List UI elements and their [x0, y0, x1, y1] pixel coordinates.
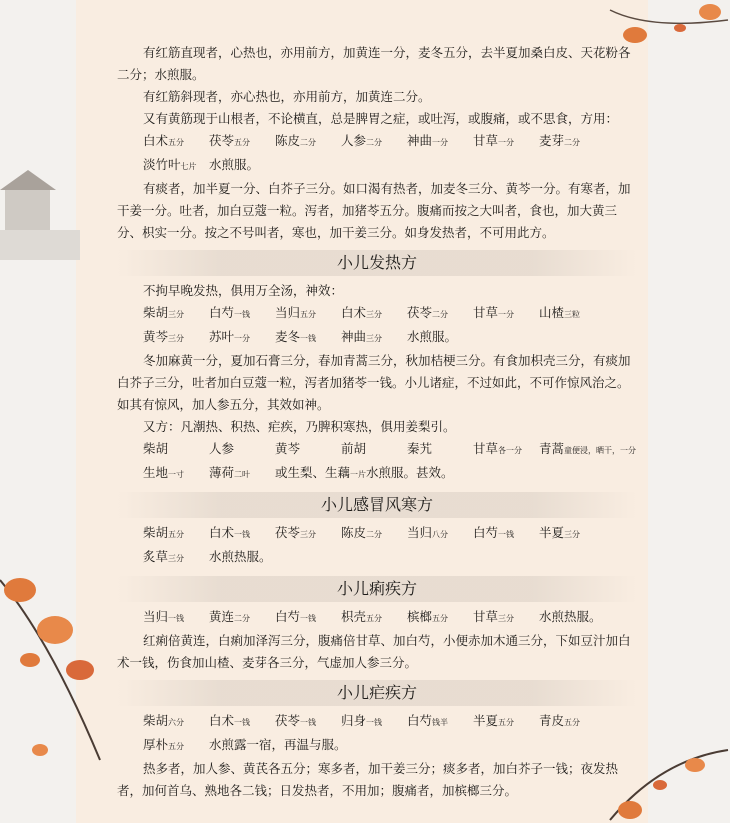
- herb-item: [539, 302, 605, 326]
- herb-dose: 五分: [168, 530, 185, 539]
- herb-item: [473, 606, 539, 630]
- herb-item: [341, 302, 407, 326]
- herb-name: 神曲: [407, 133, 433, 148]
- herb-dose: 二分: [234, 614, 251, 623]
- herb-name: 白芍: [407, 713, 433, 728]
- herb-dose: 钱半: [432, 718, 449, 727]
- paragraph: 有痰者，加半夏一分、白芥子三分。如口渴有热者，加麦冬三分、黄芩一分。有寒者，加干姜一分。吐者，加白豆蔻一粒。泻者，加猪苓五分。腹痛而按之大叫者，食也，加大黄三分、枳实一分。按之不号叫者，寒也，加干姜三分。如身发热者，不可用此方。: [117, 181, 631, 240]
- herb-item: [209, 710, 275, 734]
- herb-item: [209, 734, 347, 758]
- herb-name: 白芍: [473, 525, 499, 540]
- herb-dose: 一片: [350, 470, 367, 479]
- herb-dose: 一钱: [498, 530, 515, 539]
- herb-item: [209, 462, 275, 486]
- herb-item: [143, 438, 209, 462]
- herb-dose: 二分: [300, 138, 317, 147]
- herb-name: 神曲: [341, 329, 367, 344]
- herb-name: 茯苓: [209, 133, 235, 148]
- herb-item: [473, 438, 539, 462]
- herb-name: 水煎热服。: [209, 549, 272, 564]
- herb-name: 白术: [341, 305, 367, 320]
- herb-name: 水煎服。甚效。: [366, 465, 454, 480]
- herb-dose: 二分: [366, 530, 383, 539]
- herb-item: [473, 522, 539, 546]
- herb-name: 水煎露一宿，再温与服。: [209, 737, 347, 752]
- herb-dose: 二分: [366, 138, 383, 147]
- herb-item: [407, 710, 473, 734]
- herb-name: 山楂: [539, 305, 565, 320]
- herb-dose: 三分: [498, 614, 515, 623]
- herb-name: 苏叶: [209, 329, 235, 344]
- paragraph: 不拘早晚发热，俱用万全汤，神效：: [143, 283, 344, 298]
- herb-item: [275, 326, 341, 350]
- herb-item: [209, 154, 275, 178]
- herb-dose: 五分: [168, 138, 185, 147]
- herb-name: 白术: [209, 713, 235, 728]
- section-title: 小儿疟疾方: [117, 680, 637, 706]
- herb-dose: 五分: [234, 138, 251, 147]
- herb-name: 陈皮: [341, 525, 367, 540]
- herb-item: [275, 302, 341, 326]
- herb-name: 茯苓: [407, 305, 433, 320]
- formula-list: [117, 606, 637, 630]
- herb-dose: 一寸: [168, 470, 185, 479]
- herb-item: [539, 438, 637, 462]
- section-title: 小儿感冒风寒方: [117, 492, 637, 518]
- herb-name: 白芍: [209, 305, 235, 320]
- herb-name: 或生梨、生藕: [275, 465, 351, 480]
- bottom-left-leaves-decoration: [0, 560, 120, 823]
- herb-item: [407, 326, 473, 350]
- herb-name: 青蒿: [539, 441, 565, 456]
- herb-name: 薄荷: [209, 465, 235, 480]
- herb-dose: 五分: [498, 718, 515, 727]
- herb-item: [539, 606, 602, 630]
- herb-dose: 一钱: [366, 718, 383, 727]
- herb-name: 秦艽: [407, 441, 433, 456]
- herb-name: 茯苓: [275, 525, 301, 540]
- herb-item: [539, 522, 605, 546]
- herb-item: [539, 130, 605, 154]
- herb-item: [275, 462, 366, 486]
- herb-item: [473, 130, 539, 154]
- herb-item: [275, 606, 341, 630]
- herb-item: [407, 438, 473, 462]
- herb-name: 茯苓: [275, 713, 301, 728]
- herb-item: [407, 522, 473, 546]
- herb-name: 柴胡: [143, 305, 169, 320]
- formula-list: [117, 710, 637, 758]
- herb-name: 青皮: [539, 713, 565, 728]
- herb-item: [209, 130, 275, 154]
- herb-item: [143, 606, 209, 630]
- herb-dose: 一钱: [300, 718, 317, 727]
- paragraph: 冬加麻黄一分，夏加石膏三分，春加青蒿三分，秋加桔梗三分。有食加枳壳三分，有痰加白芥子三分，吐者加白豆蔻一粒，泻者加猪苓一钱。小儿诸症，不过如此，不可作惊风治之。如其有惊风，加人参五分，其效如神。: [117, 353, 631, 412]
- herb-dose: 三分: [366, 334, 383, 343]
- herb-name: 当归: [275, 305, 301, 320]
- herb-name: 甘草: [473, 441, 499, 456]
- herb-dose: 一钱: [168, 614, 185, 623]
- herb-item: [209, 546, 272, 570]
- herb-name: 归身: [341, 713, 367, 728]
- herb-dose: 三分: [564, 530, 581, 539]
- herb-name: 黄芩: [143, 329, 169, 344]
- herb-dose: 二叶: [234, 470, 251, 479]
- herb-dose: 五分: [366, 614, 383, 623]
- herb-name: 柴胡: [143, 525, 169, 540]
- herb-name: 厚朴: [143, 737, 169, 752]
- herb-dose: 一分: [498, 138, 515, 147]
- herb-name: 炙草: [143, 549, 169, 564]
- herb-item: [341, 606, 407, 630]
- herb-dose: 一钱: [234, 718, 251, 727]
- herb-name: 甘草: [473, 133, 499, 148]
- herb-dose: 五分: [168, 742, 185, 751]
- formula-list: [117, 438, 637, 486]
- herb-dose: 五分: [300, 310, 317, 319]
- paragraph: 有红筋直现者，心热也，亦用前方，加黄连一分，麦冬五分，去半夏加桑白皮、天花粉各二分；水煎服。: [117, 45, 631, 82]
- herb-dose: 一分: [234, 334, 251, 343]
- herb-dose: 三分: [300, 530, 317, 539]
- herb-item: [143, 302, 209, 326]
- herb-name: 槟榔: [407, 609, 433, 624]
- left-house-decoration: [0, 160, 80, 260]
- paragraph: 红痢倍黄连，白痢加泽泻三分，腹痛倍甘草、加白芍，小便赤加木通三分，下如豆汁加白术一钱，伤食加山楂、麦芽各三分，气虚加人参三分。: [117, 633, 631, 670]
- herb-item: [143, 130, 209, 154]
- herb-item: [209, 302, 275, 326]
- herb-name: 当归: [143, 609, 169, 624]
- section-title: 小儿发热方: [117, 250, 637, 276]
- herb-item: [143, 546, 209, 570]
- herb-item: [209, 326, 275, 350]
- herb-item: [407, 302, 473, 326]
- herb-dose: 三分: [168, 334, 185, 343]
- formula-list: [117, 130, 637, 178]
- section-title: 小儿痢疾方: [117, 576, 637, 602]
- herb-item: [341, 522, 407, 546]
- herb-name: 淡竹叶: [143, 157, 181, 172]
- paragraph: 热多者，加人参、黄芪各五分；寒多者，加干姜三分；痰多者，加白芥子一钱；夜发热者，加何首乌、熟地各二钱；日发热者，不用加；腹痛者，加槟榔三分。: [117, 761, 619, 798]
- herb-dose: 三分: [366, 310, 383, 319]
- herb-dose: 一分: [498, 310, 515, 319]
- herb-name: 柴胡: [143, 441, 169, 456]
- herb-name: 白术: [143, 133, 169, 148]
- herb-item: [143, 462, 209, 486]
- herb-item: [143, 710, 209, 734]
- herb-item: [209, 606, 275, 630]
- herb-name: 甘草: [473, 609, 499, 624]
- paragraph: 又方：凡潮热、积热、疟疾，乃脾积寒热，俱用姜梨引。: [143, 419, 456, 434]
- paragraph: 又有黄筋现于山根者，不论横直，总是脾胃之症，或吐泻，或腹痛，或不思食，方用：: [143, 111, 619, 126]
- herb-name: 人参: [341, 133, 367, 148]
- herb-dose: 三分: [168, 310, 185, 319]
- herb-name: 黄连: [209, 609, 235, 624]
- herb-item: [366, 462, 454, 486]
- herb-name: 前胡: [341, 441, 367, 456]
- herb-item: [407, 606, 473, 630]
- herb-item: [341, 710, 407, 734]
- herb-item: [407, 130, 473, 154]
- herb-name: 甘草: [473, 305, 499, 320]
- herb-item: [143, 326, 209, 350]
- herb-name: 麦芽: [539, 133, 565, 148]
- herb-dose: 三粒: [564, 310, 581, 319]
- herb-dose: 童便浸，晒干，一分: [564, 446, 637, 455]
- herb-dose: 三分: [168, 554, 185, 563]
- herb-name: 白术: [209, 525, 235, 540]
- formula-list: [117, 302, 637, 350]
- herb-dose: 二分: [564, 138, 581, 147]
- herb-name: 白芍: [275, 609, 301, 624]
- herb-dose: 五分: [564, 718, 581, 727]
- herb-name: 当归: [407, 525, 433, 540]
- paragraph: 有红筋斜现者，亦心热也，亦用前方，加黄连二分。: [143, 89, 431, 104]
- herb-name: 人参: [209, 441, 235, 456]
- herb-name: 水煎服。: [407, 329, 458, 344]
- herb-item: [275, 438, 341, 462]
- herb-item: [143, 154, 209, 178]
- herb-dose: 各一分: [498, 446, 523, 455]
- herb-item: [143, 734, 209, 758]
- document-body: [117, 0, 637, 802]
- herb-name: 黄芩: [275, 441, 301, 456]
- herb-name: 半夏: [473, 713, 499, 728]
- herb-dose: 一钱: [300, 334, 317, 343]
- herb-item: [275, 710, 341, 734]
- herb-dose: 五分: [432, 614, 449, 623]
- herb-item: [539, 710, 605, 734]
- herb-item: [341, 326, 407, 350]
- herb-name: 半夏: [539, 525, 565, 540]
- formula-list: [117, 522, 637, 570]
- herb-name: 枳壳: [341, 609, 367, 624]
- herb-dose: 八分: [432, 530, 449, 539]
- herb-dose: 一分: [432, 138, 449, 147]
- herb-item: [275, 130, 341, 154]
- herb-name: 柴胡: [143, 713, 169, 728]
- herb-name: 陈皮: [275, 133, 301, 148]
- herb-item: [473, 710, 539, 734]
- herb-dose: 二分: [432, 310, 449, 319]
- herb-item: [473, 302, 539, 326]
- herb-name: 水煎服。: [209, 157, 260, 172]
- herb-item: [209, 438, 275, 462]
- herb-item: [275, 522, 341, 546]
- herb-item: [143, 522, 209, 546]
- herb-item: [341, 130, 407, 154]
- herb-dose: 一钱: [300, 614, 317, 623]
- herb-item: [341, 438, 407, 462]
- herb-dose: 一钱: [234, 310, 251, 319]
- herb-name: 生地: [143, 465, 169, 480]
- herb-dose: 七片: [180, 162, 197, 171]
- herb-name: 麦冬: [275, 329, 301, 344]
- herb-dose: 一钱: [234, 530, 251, 539]
- herb-dose: 六分: [168, 718, 185, 727]
- herb-name: 水煎热服。: [539, 609, 602, 624]
- herb-item: [209, 522, 275, 546]
